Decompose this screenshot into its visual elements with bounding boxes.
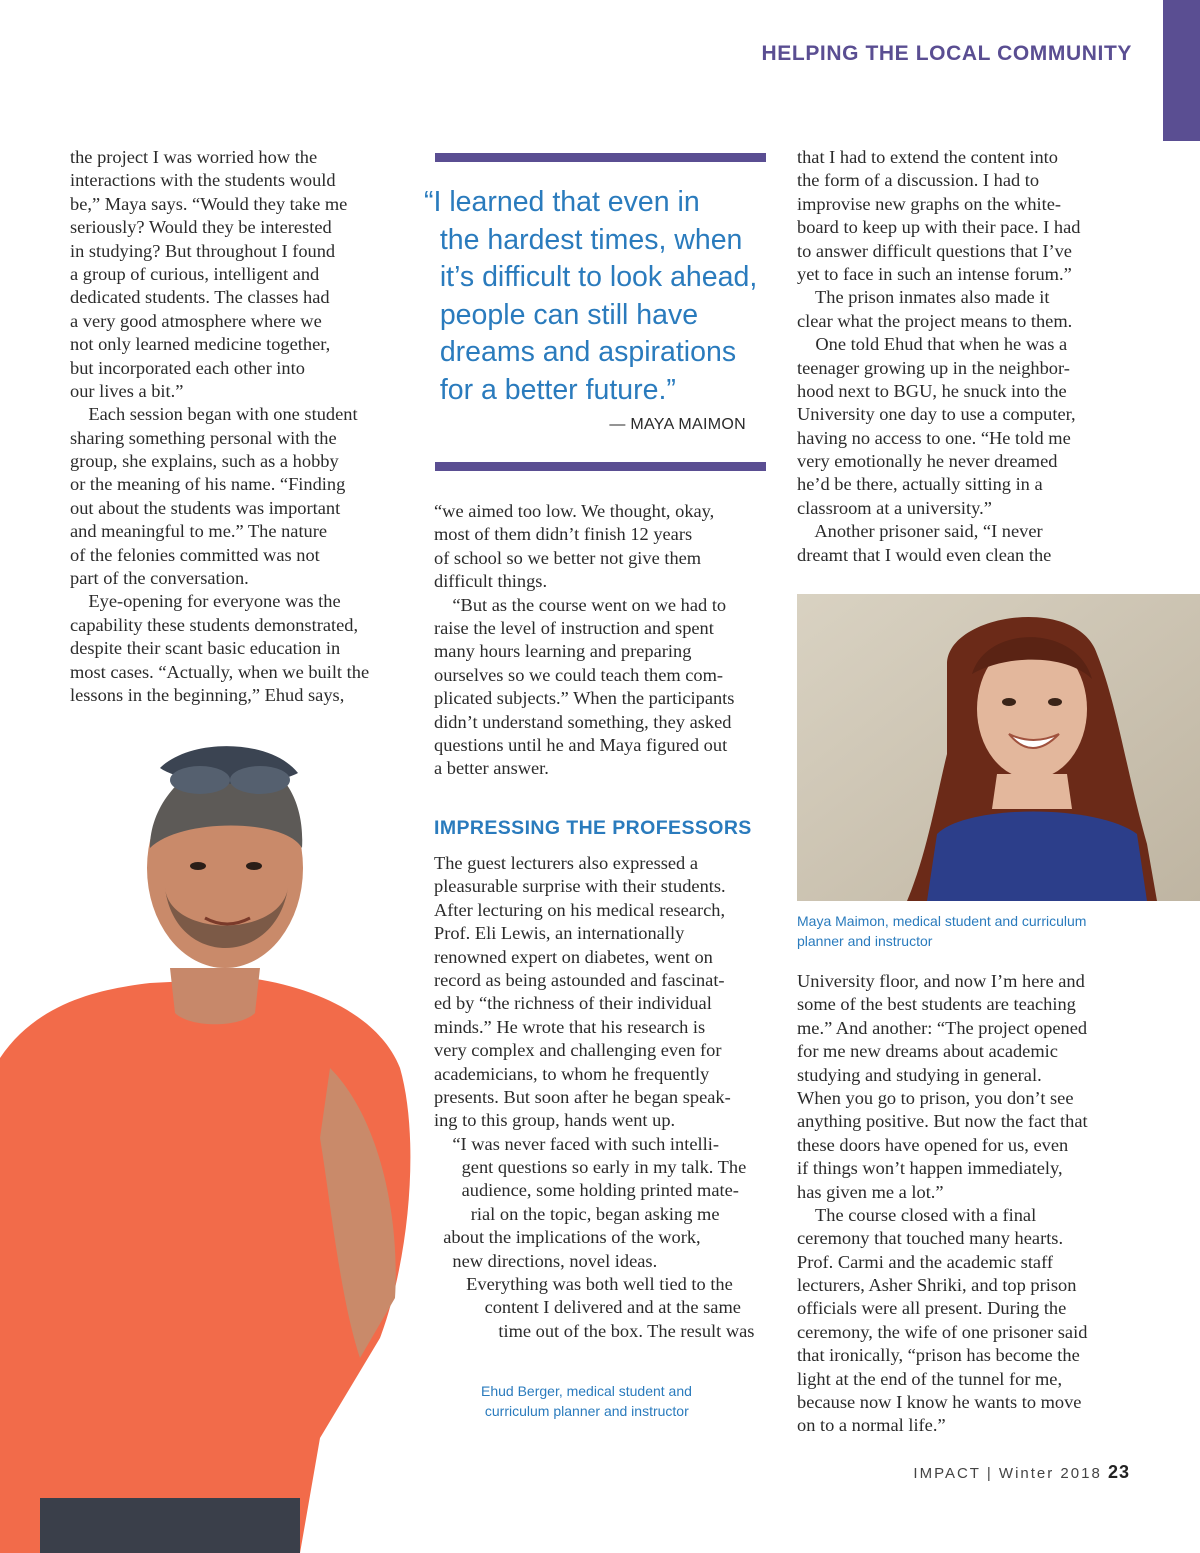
body-text-line: dreamt that I would even clean the — [797, 544, 1052, 565]
body-text-line: “But as the course went on we had to — [434, 594, 727, 615]
body-text-line: light at the end of the tunnel for me, — [797, 1368, 1063, 1389]
body-text-line: The course closed with a final — [797, 1204, 1037, 1225]
body-text-line: of the felonies committed was not — [70, 544, 320, 565]
body-text-line: of school so we better not give them — [434, 547, 702, 568]
body-text-line: having no access to one. “He told me — [797, 427, 1071, 448]
column-3-bottom — [797, 970, 1088, 1438]
body-text-line: that I had to extend the content into — [797, 147, 1058, 167]
body-text-line: if things won’t happen immediately, — [797, 1158, 1063, 1179]
body-text-line: seriously? Would they be interested — [70, 217, 332, 238]
body-text-line: in studying? But throughout I found — [70, 240, 336, 261]
body-text-line: board to keep up with their pace. I had — [797, 217, 1081, 238]
body-text-line: interactions with the students would — [70, 170, 336, 191]
body-text-line: very emotionally he never dreamed — [797, 451, 1058, 472]
body-text-line: group, she explains, such as a hobby — [70, 451, 339, 472]
body-text-line: sharing something personal with the — [70, 427, 337, 448]
body-text-line: that ironically, “prison has become the — [797, 1345, 1080, 1366]
body-text-line: a group of curious, intelligent and — [70, 263, 320, 284]
column-2-bottom — [434, 852, 754, 1343]
pull-quote-line: people can still have — [424, 298, 699, 331]
body-text-line: officials were all present. During the — [797, 1298, 1067, 1319]
body-text-line: many hours learning and preparing — [434, 641, 692, 662]
body-text-line: Eye-opening for everyone was the — [70, 591, 341, 612]
body-text-line: ed by “the richness of their individual — [434, 993, 712, 1014]
body-text-line: not only learned medicine together, — [70, 334, 331, 355]
body-text-line: our lives a bit.” — [70, 380, 184, 401]
body-text-line: renowned expert on diabetes, went on — [434, 946, 713, 967]
body-text-line: gent questions so early in my talk. The — [434, 1157, 747, 1178]
pull-quote-line: “I learned that even in — [424, 186, 700, 218]
body-text-line: rial on the topic, began asking me — [434, 1203, 720, 1224]
body-text-line: questions until he and Maya figured out — [434, 734, 728, 755]
body-text-line: raise the level of instruction and spent — [434, 617, 714, 638]
body-text-line: content I delivered and at the same — [434, 1297, 741, 1318]
body-text-line: the form of a discussion. I had to — [797, 170, 1040, 191]
body-text-line: because now I know he wants to move — [797, 1392, 1082, 1413]
body-text-line: difficult things. — [434, 571, 548, 592]
body-text-line: anything positive. But now the fact that — [797, 1111, 1088, 1132]
body-text-line: or the meaning of his name. “Finding — [70, 474, 346, 495]
body-text-line: ourselves so we could teach them com- — [434, 664, 724, 685]
body-text-line: capability these students demonstrated, — [70, 614, 359, 635]
body-text-line: presents. But soon after he began speak- — [434, 1086, 731, 1107]
page-number: 23 — [1107, 1462, 1130, 1482]
quote-attribution: — MAYA MAIMON — [609, 416, 746, 433]
body-text-line: hood next to BGU, he snuck into the — [797, 380, 1067, 401]
body-text-line: When you go to prison, you don’t see — [797, 1087, 1074, 1108]
body-text-line: despite their scant basic education in — [70, 638, 341, 659]
body-text-line: some of the best students are teaching — [797, 994, 1076, 1015]
body-text-line: Another prisoner said, “I never — [797, 521, 1043, 542]
pull-quote-line: the hardest times, when — [424, 223, 743, 256]
quote-rule-top — [435, 153, 766, 162]
body-text-line: me.” And another: “The project opened — [797, 1017, 1088, 1038]
body-text-line: a better answer. — [434, 758, 549, 779]
body-text-line: didn’t understand something, they asked — [434, 711, 732, 732]
body-text-line: for me new dreams about academic — [797, 1041, 1058, 1062]
body-text-line: these doors have opened for us, even — [797, 1134, 1069, 1155]
body-text-line: plicated subjects.” When the participants — [434, 688, 735, 709]
ehud-berger-photo — [0, 738, 430, 1553]
body-text-line: minds.” He wrote that his research is — [434, 1016, 706, 1037]
body-text-line: teenager growing up in the neighbor- — [797, 357, 1070, 378]
footer-publication: IMPACT | Winter 2018 — [913, 1465, 1102, 1482]
column-3-top — [797, 146, 1080, 567]
pull-quote-line: for a better future.” — [424, 373, 676, 406]
pull-quote — [424, 184, 769, 409]
body-text-line: lecturers, Asher Shriki, and top prison — [797, 1275, 1077, 1296]
body-text-line: a very good atmosphere where we — [70, 310, 322, 331]
body-text-line: After lecturing on his medical research, — [434, 899, 726, 920]
body-text-line: part of the conversation. — [70, 568, 249, 589]
body-text-line: ceremony that touched many hearts. — [797, 1228, 1064, 1249]
column-1 — [70, 146, 369, 707]
body-text-line: the project I was worried how the — [70, 147, 318, 167]
body-text-line: dedicated students. The classes had — [70, 287, 330, 308]
body-text-line: “I was never faced with such intelli- — [434, 1133, 719, 1154]
body-text-line: studying and studying in general. — [797, 1064, 1042, 1085]
body-text-line: new directions, novel ideas. — [434, 1250, 658, 1271]
subheading: IMPRESSING THE PROFESSORS — [434, 817, 752, 839]
body-text-line: about the implications of the work, — [434, 1227, 701, 1248]
ehud-photo-caption: Ehud Berger, medical student and curriculum planner and instructor — [481, 1383, 692, 1419]
body-text-line: time out of the box. The result was — [434, 1320, 755, 1341]
pull-quote-line: dreams and aspirations — [424, 336, 737, 368]
body-text-line: out about the students was important — [70, 497, 341, 518]
body-text-line: classroom at a university.” — [797, 497, 992, 518]
body-text-line: but incorporated each other into — [70, 357, 305, 378]
body-text-line: ceremony, the wife of one prisoner said — [797, 1321, 1088, 1342]
body-text-line: pleasurable surprise with their students. — [434, 876, 726, 897]
section-header: HELPING THE LOCAL COMMUNITY — [761, 42, 1132, 65]
body-text-line: One told Ehud that when he was a — [797, 334, 1068, 355]
section-tab — [1163, 0, 1200, 141]
body-text-line: “we aimed too low. We thought, okay, — [434, 501, 715, 521]
body-text-line: be,” Maya says. “Would they take me — [70, 193, 348, 214]
page-footer — [913, 1462, 1130, 1483]
body-text-line: academicians, to whom he frequently — [434, 1063, 710, 1084]
body-text-line: on to a normal life.” — [797, 1415, 946, 1436]
maya-maimon-photo — [797, 594, 1200, 901]
body-text-line: he’d be there, actually sitting in a — [797, 474, 1043, 495]
body-text-line: audience, some holding printed mate- — [434, 1180, 739, 1201]
body-text-line: and meaningful to me.” The nature — [70, 521, 328, 542]
body-text-line: Prof. Eli Lewis, an internationally — [434, 923, 685, 944]
body-text-line: University one day to use a computer, — [797, 404, 1076, 425]
body-text-line: yet to face in such an intense forum.” — [797, 263, 1072, 284]
body-text-line: clear what the project means to them. — [797, 310, 1073, 331]
body-text-line: The guest lecturers also expressed a — [434, 853, 699, 873]
body-text-line: Prof. Carmi and the academic staff — [797, 1251, 1054, 1272]
body-text-line: lessons in the beginning,” Ehud says, — [70, 684, 345, 705]
body-text-line: most cases. “Actually, when we built the — [70, 661, 370, 682]
body-text-line: to answer difficult questions that I’ve — [797, 240, 1072, 261]
body-text-line: University floor, and now I’m here and — [797, 971, 1085, 991]
body-text-line: has given me a lot.” — [797, 1181, 944, 1202]
body-text-line: improvise new graphs on the white- — [797, 193, 1062, 214]
body-text-line: Everything was both well tied to the — [434, 1274, 733, 1295]
maya-photo-caption: Maya Maimon, medical student and curriculum planner and instructor — [797, 913, 1087, 949]
body-text-line: record as being astounded and fascinat- — [434, 969, 725, 990]
pull-quote-line: it’s difficult to look ahead, — [424, 261, 758, 293]
column-2-top — [434, 500, 734, 781]
body-text-line: The prison inmates also made it — [797, 287, 1050, 308]
quote-rule-bottom — [435, 462, 766, 471]
body-text-line: Each session began with one student — [70, 404, 358, 425]
body-text-line: very complex and challenging even for — [434, 1040, 722, 1061]
body-text-line: ing to this group, hands went up. — [434, 1110, 676, 1131]
body-text-line: most of them didn’t finish 12 years — [434, 524, 693, 545]
